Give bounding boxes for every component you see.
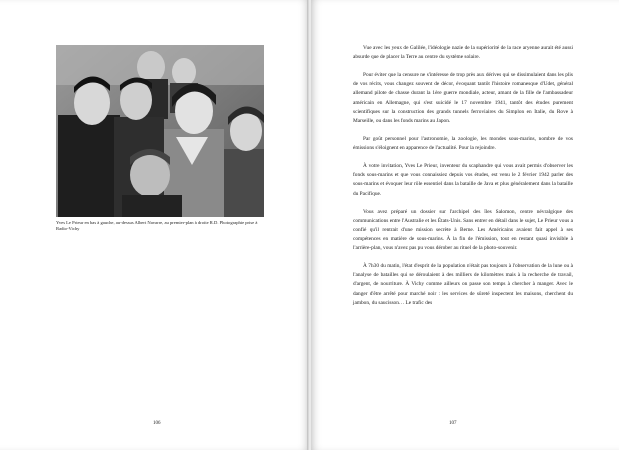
paragraph: Pour éviter que la censure ne s'intéresse de trop près aux dérives qui se dissimulaient dans les plis de vos récits, vous changez souvent de décor, évoquant tantôt l'histoire romanesque d'Udet, général allemand pilote de chasse durant la 1ère guerre mondiale, acteur, amant de la fille de l'ambassadeur américain en Allemagne, qui s'est suicidé le 17 novembre 1941, tantôt des études purement scientifiques sur la construction des grands tunnels ferroviaires du Simplon en Italie, du Rove à Marseille, ou dans les fonds marins au Japon. [353,72,573,124]
body-text [353,44,573,308]
left-page [0,0,309,450]
paragraph: À 7h30 du matin, l'état d'esprit de la population n'était pas toujours à l'observation de la lune ou à l'analyse de batailles qui se déroulaient à des milliers de kilomètres mais à la recherche de travail, d'argent, de nourriture. À Vichy comme ailleurs on passe son temps à chercher à manger. Avec le danger d'être arrêté pour marché noir : les services de sûreté inspectent les maisons, cherchent du jambon, du saucisson… Le trafic des [353,263,573,306]
photo-illustration [56,45,264,217]
page-number-right: 107 [449,421,457,426]
right-page [311,0,619,450]
page-number-left: 106 [153,421,161,426]
paragraph: Par goût personnel pour l'astronomie, la zoologie, les mondes sous-marins, nombre de vos émissions s'éloignent en apparence de l'actualité. Pour la rejoindre. [353,135,573,152]
paragraph: À votre invitation, Yves Le Prieur, inventeur du scaphandre qui vous avait permis d'observer les fonds sous-marins et que vous connaissiez depuis vos études, est venu le 2 février 1942 parler des sous-marins et évoquer leur rôle essentiel dans la bataille de Java et plus généralement dans la bataille du Pacifique. [353,163,573,197]
archive-photograph [56,45,264,217]
paragraph: Vous avez préparé un dossier sur l'archipel des îles Salomon, centre névralgique des communications entre l'Australie et les États-Unis. Sans entrer en détail dans le sujet, Le Prieur vous a confié qu'il rentrait d'une mission secrète à Berne. Les Américains avaient fait appel à ses compétences en matière de sous-marins. À la fin de l'émission, tout en restant quasi invisible à l'arrière-plan, vous n'avez pas pu vous dérober au rituel de la photo-souvenir. [353,208,573,252]
photo-caption: Yves Le Prieur en bas à gauche, au-dessus Albert Navarre, au premier-plan à droite R.D. Photographie prise à Radio-Vichy [56,220,258,232]
paragraph: Vue avec les yeux de Galilée, l'idéologie nazie de la supériorité de la race aryenne aurait été aussi absurde que de placer la Terre au centre du système solaire. [353,45,573,61]
